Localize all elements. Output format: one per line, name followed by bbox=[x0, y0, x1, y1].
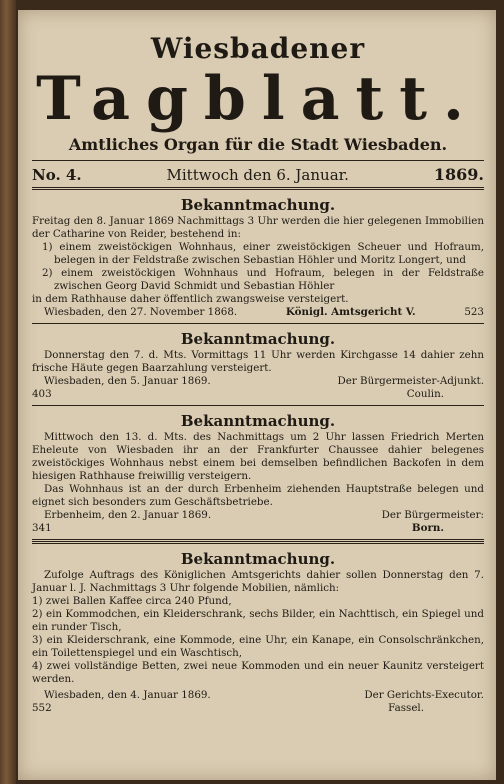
signature-place-date: Wiesbaden, den 27. November 1868. bbox=[44, 306, 238, 318]
notice-heading: Bekanntmachung. bbox=[180, 196, 336, 214]
notice-body bbox=[32, 349, 484, 375]
signature-title: Der Bürgermeister: bbox=[381, 509, 484, 521]
signature-name: Born. bbox=[411, 522, 444, 534]
signature-row bbox=[32, 375, 484, 388]
notice-line: 2) einem zweistöckigen Wohnhaus und Hofraum, belegen in der Feldstraße zwischen Georg David Schmidt und Sebastian Höhler bbox=[42, 267, 484, 292]
signature-authority: Königl. Amtsgericht V. bbox=[285, 306, 416, 318]
issue-number: No. 4. bbox=[32, 166, 82, 184]
notice-line: 1) einem zweistöckigen Wohnhaus, einer zweistöckigen Scheuer und Hofraum, belegen in der Feldstraße zwischen Sebastian Höhler und Moritz Longert, und bbox=[42, 241, 484, 266]
notice-2 bbox=[32, 324, 484, 406]
signature-row bbox=[32, 509, 484, 522]
notice-ref-number: 552 bbox=[32, 702, 52, 714]
notice-line: Freitag den 8. Januar 1869 Nachmittags 3 Uhr werden die hier gelegenen Immobilien der Catharine von Reider, bestehend in: bbox=[32, 215, 484, 240]
notice-heading: Bekanntmachung. bbox=[180, 550, 336, 568]
notice-line: Das Wohnhaus ist an der durch Erbenheim ziehenden Hauptstraße belegen und eignet sich besonders zum Geschäftsbetriebe. bbox=[32, 483, 484, 508]
signature-name: Coulin. bbox=[406, 388, 444, 400]
masthead-top-title: Wiesbadener bbox=[150, 32, 366, 65]
signature-row bbox=[32, 522, 484, 535]
signature-title: Der Bürgermeister-Adjunkt. bbox=[337, 375, 484, 387]
notice-heading: Bekanntmachung. bbox=[180, 412, 336, 430]
newspaper-page bbox=[18, 10, 496, 780]
signature-place-date: Wiesbaden, den 4. Januar 1869. bbox=[44, 689, 211, 701]
notice-body bbox=[32, 215, 484, 306]
signature-place-date: Erbenheim, den 2. Januar 1869. bbox=[44, 509, 212, 521]
notice-body bbox=[32, 569, 484, 686]
signature-row bbox=[32, 388, 484, 401]
notice-ref-number: 341 bbox=[32, 522, 52, 534]
notice-line: Zufolge Auftrags des Königlichen Amtsgerichts dahier sollen Donnerstag den 7. Januar l. J. Nachmittags 3 Uhr folgende Mobilien, nämlich: bbox=[32, 569, 484, 594]
notice-heading: Bekanntmachung. bbox=[180, 330, 336, 348]
signature-row bbox=[32, 306, 484, 319]
signature-place-date: Wiesbaden, den 5. Januar 1869. bbox=[44, 375, 211, 387]
signature-row bbox=[32, 702, 484, 715]
issue-year: 1869. bbox=[433, 165, 484, 184]
notice-line: 2) ein Kommodchen, ein Kleiderschrank, sechs Bilder, ein Nachttisch, ein Spiegel und ein runder Tisch, bbox=[32, 608, 484, 633]
notice-line: Mittwoch den 13. d. Mts. des Nachmittags um 2 Uhr lassen Friedrich Merten Eheleute von Wiesbaden ihr an der Frankfurter Chaussee dahier belegenes zweistöckiges Wohnhaus nebst einem bei demselben befindlichen Backofen in dem hiesigen Rathhause freiwillig versteigern. bbox=[32, 431, 484, 482]
notice-line: Donnerstag den 7. d. Mts. Vormittags 11 Uhr werden Kirchgasse 14 dahier zehn frische Häute gegen Baarzahlung versteigert. bbox=[32, 349, 484, 374]
signature-name: Fassel. bbox=[388, 702, 424, 714]
notice-line: 1) zwei Ballen Kaffee circa 240 Pfund, bbox=[32, 595, 232, 607]
signature-title: Der Gerichts-Executor. bbox=[364, 689, 484, 701]
notice-ref-number: 403 bbox=[32, 388, 52, 400]
notice-ref-number: 523 bbox=[464, 306, 484, 318]
signature-row bbox=[32, 689, 484, 702]
issue-date: Mittwoch den 6. Januar. bbox=[166, 166, 349, 184]
notice-4 bbox=[32, 544, 484, 719]
masthead-subtitle: Amtliches Organ für die Stadt Wiesbaden. bbox=[68, 135, 448, 154]
notice-1 bbox=[32, 190, 484, 324]
notice-line: in dem Rathhause daher öffentlich zwangsweise versteigert. bbox=[32, 293, 349, 305]
issue-line bbox=[32, 160, 484, 190]
notice-body bbox=[32, 431, 484, 509]
notice-3 bbox=[32, 406, 484, 540]
book-spine bbox=[0, 0, 16, 784]
notice-line: 3) ein Kleiderschrank, eine Kommode, eine Uhr, ein Kanape, ein Consolschränkchen, ein Toilettenspiegel und ein Waschtisch, bbox=[32, 634, 484, 659]
notice-line: 4) zwei vollständige Betten, zwei neue Kommoden und ein neuer Kaunitz versteigert werden. bbox=[32, 660, 484, 685]
page-content bbox=[32, 24, 484, 719]
masthead-main-title: Tagblatt. bbox=[36, 64, 480, 134]
